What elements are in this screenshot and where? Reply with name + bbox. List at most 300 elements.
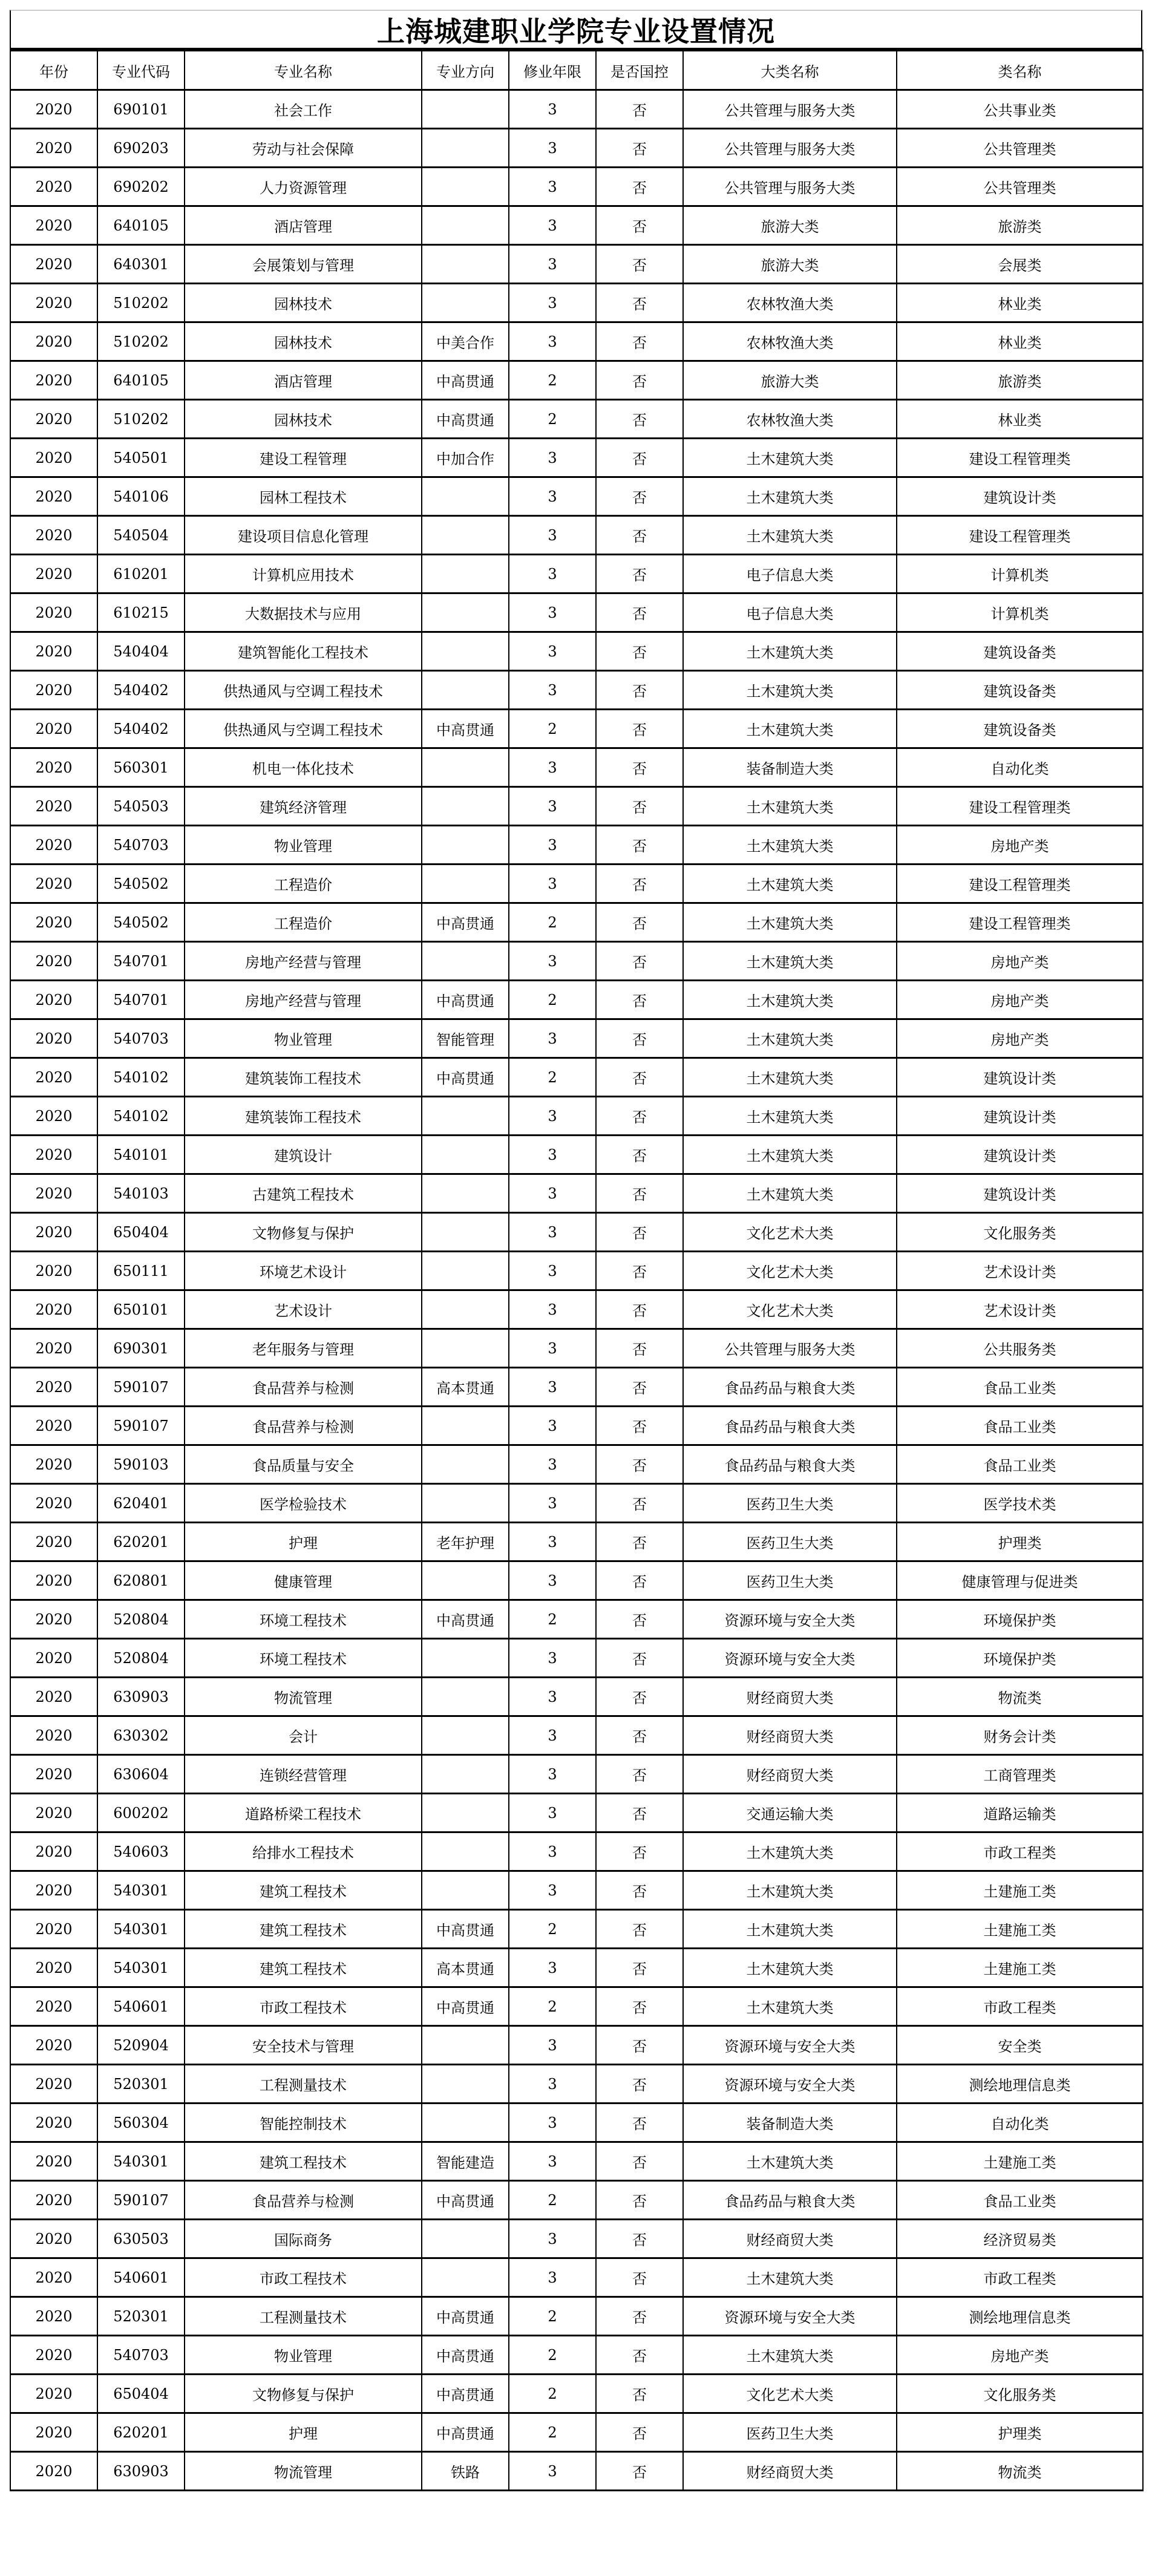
- cell-major-name: 园林技术: [185, 284, 422, 322]
- cell-major-direction: 智能建造: [422, 2142, 509, 2181]
- cell-category: 土木建筑大类: [683, 1949, 897, 1987]
- cell-major-name: 艺术设计: [185, 1290, 422, 1329]
- cell-category: 电子信息大类: [683, 555, 897, 593]
- cell-major-name: 建筑工程技术: [185, 1949, 422, 1987]
- table-row: [10, 1136, 1143, 1174]
- cell-category: 农林牧渔大类: [683, 322, 897, 361]
- cell-category: 医药卫生大类: [683, 2413, 897, 2452]
- table-row: [10, 1871, 1143, 1910]
- cell-major-direction: 中高贯通: [422, 2336, 509, 2375]
- cell-state-controlled: 否: [596, 1755, 683, 1794]
- cell-state-controlled: 否: [596, 284, 683, 322]
- cell-state-controlled: 否: [596, 1213, 683, 1252]
- cell-major-direction: [422, 1639, 509, 1678]
- cell-major-direction: [422, 2104, 509, 2142]
- cell-major-direction: [422, 206, 509, 245]
- cell-year: 2020: [10, 671, 97, 710]
- cell-major-name: 机电一体化技术: [185, 748, 422, 787]
- cell-subcategory: 安全类: [897, 2026, 1143, 2065]
- table-row: [10, 2336, 1143, 2375]
- cell-state-controlled: 否: [596, 2104, 683, 2142]
- cell-category: 旅游大类: [683, 245, 897, 284]
- cell-subcategory: 房地产类: [897, 2336, 1143, 2375]
- cell-major-name: 建筑装饰工程技术: [185, 1058, 422, 1097]
- table-row: [10, 1213, 1143, 1252]
- cell-year: 2020: [10, 903, 97, 942]
- cell-major-direction: [422, 1678, 509, 1716]
- cell-major-name: 计算机应用技术: [185, 555, 422, 593]
- cell-major-direction: [422, 90, 509, 129]
- table-row: [10, 1716, 1143, 1755]
- cell-major-direction: [422, 865, 509, 903]
- cell-subcategory: 土建施工类: [897, 2142, 1143, 2181]
- cell-major-code: 540404: [97, 632, 185, 671]
- cell-major-name: 酒店管理: [185, 206, 422, 245]
- cell-major-name: 物流管理: [185, 2452, 422, 2491]
- cell-major-direction: [422, 1097, 509, 1136]
- cell-year: 2020: [10, 2297, 97, 2336]
- table-row: [10, 1794, 1143, 1832]
- cell-major-direction: [422, 2220, 509, 2258]
- cell-major-code: 560301: [97, 748, 185, 787]
- table-row: [10, 2220, 1143, 2258]
- cell-major-name: 物流管理: [185, 1678, 422, 1716]
- cell-major-code: 540703: [97, 2336, 185, 2375]
- cell-year: 2020: [10, 555, 97, 593]
- cell-study-years: 2: [509, 2336, 596, 2375]
- cell-subcategory: 工商管理类: [897, 1755, 1143, 1794]
- cell-state-controlled: 否: [596, 1716, 683, 1755]
- cell-study-years: 3: [509, 2258, 596, 2297]
- cell-subcategory: 自动化类: [897, 2104, 1143, 2142]
- cell-subcategory: 建设工程管理类: [897, 865, 1143, 903]
- cell-study-years: 3: [509, 1484, 596, 1523]
- cell-year: 2020: [10, 129, 97, 168]
- cell-state-controlled: 否: [596, 787, 683, 826]
- cell-category: 食品药品与粮食大类: [683, 1368, 897, 1407]
- column-header-major-code: 专业代码: [97, 51, 185, 90]
- cell-year: 2020: [10, 90, 97, 129]
- cell-major-name: 环境艺术设计: [185, 1252, 422, 1290]
- cell-major-code: 520804: [97, 1639, 185, 1678]
- cell-subcategory: 测绘地理信息类: [897, 2297, 1143, 2336]
- cell-subcategory: 护理类: [897, 1523, 1143, 1561]
- cell-state-controlled: 否: [596, 1523, 683, 1561]
- cell-state-controlled: 否: [596, 2065, 683, 2104]
- cell-major-direction: [422, 555, 509, 593]
- cell-major-name: 建筑工程技术: [185, 1871, 422, 1910]
- table-row: [10, 2452, 1143, 2491]
- cell-major-code: 620201: [97, 2413, 185, 2452]
- cell-major-name: 市政工程技术: [185, 1987, 422, 2026]
- cell-major-code: 540503: [97, 787, 185, 826]
- cell-major-code: 520301: [97, 2297, 185, 2336]
- cell-year: 2020: [10, 2258, 97, 2297]
- cell-category: 公共管理与服务大类: [683, 1329, 897, 1368]
- cell-major-direction: 中高贯通: [422, 1058, 509, 1097]
- table-row: [10, 2375, 1143, 2413]
- table-row: [10, 322, 1143, 361]
- cell-study-years: 2: [509, 2181, 596, 2220]
- table-row: [10, 1561, 1143, 1600]
- cell-subcategory: 建筑设计类: [897, 477, 1143, 516]
- cell-year: 2020: [10, 1213, 97, 1252]
- cell-year: 2020: [10, 1600, 97, 1639]
- cell-major-code: 690101: [97, 90, 185, 129]
- cell-major-name: 建设项目信息化管理: [185, 516, 422, 555]
- table-row: [10, 245, 1143, 284]
- cell-major-direction: [422, 1445, 509, 1484]
- cell-study-years: 3: [509, 555, 596, 593]
- cell-major-code: 650404: [97, 2375, 185, 2413]
- cell-major-name: 园林技术: [185, 322, 422, 361]
- cell-year: 2020: [10, 2220, 97, 2258]
- cell-study-years: 2: [509, 2297, 596, 2336]
- cell-year: 2020: [10, 593, 97, 632]
- cell-major-direction: [422, 593, 509, 632]
- table-row: [10, 206, 1143, 245]
- cell-study-years: 3: [509, 593, 596, 632]
- cell-major-name: 建筑设计: [185, 1136, 422, 1174]
- cell-category: 土木建筑大类: [683, 671, 897, 710]
- cell-study-years: 2: [509, 981, 596, 1019]
- cell-major-name: 国际商务: [185, 2220, 422, 2258]
- cell-subcategory: 房地产类: [897, 1019, 1143, 1058]
- cell-major-code: 540301: [97, 1871, 185, 1910]
- cell-subcategory: 艺术设计类: [897, 1290, 1143, 1329]
- cell-major-name: 建筑工程技术: [185, 1910, 422, 1949]
- cell-major-name: 连锁经营管理: [185, 1755, 422, 1794]
- cell-state-controlled: 否: [596, 1561, 683, 1600]
- cell-subcategory: 建筑设备类: [897, 671, 1143, 710]
- cell-study-years: 3: [509, 2220, 596, 2258]
- cell-major-name: 社会工作: [185, 90, 422, 129]
- cell-category: 土木建筑大类: [683, 516, 897, 555]
- cell-major-direction: 中高贯通: [422, 400, 509, 439]
- cell-category: 资源环境与安全大类: [683, 2026, 897, 2065]
- cell-major-name: 大数据技术与应用: [185, 593, 422, 632]
- cell-major-code: 540103: [97, 1174, 185, 1213]
- cell-major-name: 供热通风与空调工程技术: [185, 671, 422, 710]
- cell-major-name: 会展策划与管理: [185, 245, 422, 284]
- cell-major-code: 640105: [97, 361, 185, 400]
- cell-major-direction: 中高贯通: [422, 2297, 509, 2336]
- cell-major-direction: [422, 1871, 509, 1910]
- cell-state-controlled: 否: [596, 1407, 683, 1445]
- cell-study-years: 2: [509, 1058, 596, 1097]
- cell-major-code: 540601: [97, 1987, 185, 2026]
- cell-year: 2020: [10, 1832, 97, 1871]
- cell-study-years: 3: [509, 671, 596, 710]
- cell-state-controlled: 否: [596, 439, 683, 477]
- cell-major-direction: 中高贯通: [422, 1600, 509, 1639]
- cell-study-years: 2: [509, 710, 596, 748]
- cell-year: 2020: [10, 981, 97, 1019]
- table-row: [10, 516, 1143, 555]
- cell-state-controlled: 否: [596, 1794, 683, 1832]
- cell-subcategory: 建筑设计类: [897, 1136, 1143, 1174]
- cell-category: 食品药品与粮食大类: [683, 1407, 897, 1445]
- cell-year: 2020: [10, 865, 97, 903]
- cell-category: 土木建筑大类: [683, 439, 897, 477]
- cell-study-years: 3: [509, 1445, 596, 1484]
- cell-year: 2020: [10, 477, 97, 516]
- cell-category: 旅游大类: [683, 206, 897, 245]
- cell-subcategory: 建筑设计类: [897, 1058, 1143, 1097]
- cell-category: 财经商贸大类: [683, 1755, 897, 1794]
- cell-major-direction: 老年护理: [422, 1523, 509, 1561]
- table-row: [10, 284, 1143, 322]
- cell-major-direction: [422, 1329, 509, 1368]
- cell-major-name: 建筑工程技术: [185, 2142, 422, 2181]
- cell-category: 医药卫生大类: [683, 1523, 897, 1561]
- table-row: [10, 2258, 1143, 2297]
- cell-major-code: 640105: [97, 206, 185, 245]
- cell-subcategory: 道路运输类: [897, 1794, 1143, 1832]
- cell-year: 2020: [10, 245, 97, 284]
- cell-study-years: 3: [509, 1136, 596, 1174]
- cell-major-name: 会计: [185, 1716, 422, 1755]
- cell-state-controlled: 否: [596, 632, 683, 671]
- cell-category: 交通运输大类: [683, 1794, 897, 1832]
- cell-major-code: 630903: [97, 2452, 185, 2491]
- cell-major-name: 建筑装饰工程技术: [185, 1097, 422, 1136]
- table-row: [10, 1019, 1143, 1058]
- cell-major-code: 610215: [97, 593, 185, 632]
- table-row: [10, 1910, 1143, 1949]
- cell-state-controlled: 否: [596, 1600, 683, 1639]
- cell-major-direction: 中高贯通: [422, 903, 509, 942]
- cell-state-controlled: 否: [596, 981, 683, 1019]
- table-row: [10, 2026, 1143, 2065]
- cell-year: 2020: [10, 1910, 97, 1949]
- cell-year: 2020: [10, 710, 97, 748]
- cell-subcategory: 计算机类: [897, 593, 1143, 632]
- cell-major-code: 520904: [97, 2026, 185, 2065]
- table-row: [10, 710, 1143, 748]
- table-row: [10, 2181, 1143, 2220]
- cell-year: 2020: [10, 1290, 97, 1329]
- cell-study-years: 3: [509, 632, 596, 671]
- cell-state-controlled: 否: [596, 322, 683, 361]
- cell-study-years: 3: [509, 1871, 596, 1910]
- cell-subcategory: 计算机类: [897, 555, 1143, 593]
- cell-year: 2020: [10, 1097, 97, 1136]
- cell-major-code: 630503: [97, 2220, 185, 2258]
- cell-category: 土木建筑大类: [683, 787, 897, 826]
- cell-state-controlled: 否: [596, 516, 683, 555]
- cell-major-name: 健康管理: [185, 1561, 422, 1600]
- cell-category: 土木建筑大类: [683, 1910, 897, 1949]
- cell-study-years: 3: [509, 2104, 596, 2142]
- cell-year: 2020: [10, 632, 97, 671]
- column-header-category: 大类名称: [683, 51, 897, 90]
- cell-study-years: 3: [509, 1407, 596, 1445]
- cell-study-years: 3: [509, 1329, 596, 1368]
- cell-subcategory: 房地产类: [897, 942, 1143, 981]
- cell-state-controlled: 否: [596, 2258, 683, 2297]
- cell-major-name: 道路桥梁工程技术: [185, 1794, 422, 1832]
- table-row: [10, 942, 1143, 981]
- column-header-study-years: 修业年限: [509, 51, 596, 90]
- cell-state-controlled: 否: [596, 2375, 683, 2413]
- cell-subcategory: 测绘地理信息类: [897, 2065, 1143, 2104]
- cell-state-controlled: 否: [596, 1639, 683, 1678]
- table-row: [10, 1639, 1143, 1678]
- cell-major-code: 510202: [97, 400, 185, 439]
- cell-major-direction: 中高贯通: [422, 1910, 509, 1949]
- cell-major-code: 540402: [97, 710, 185, 748]
- cell-state-controlled: 否: [596, 1678, 683, 1716]
- table-row: [10, 981, 1143, 1019]
- cell-category: 食品药品与粮食大类: [683, 1445, 897, 1484]
- cell-category: 财经商贸大类: [683, 1678, 897, 1716]
- table-row: [10, 477, 1143, 516]
- table-row: [10, 1523, 1143, 1561]
- cell-category: 资源环境与安全大类: [683, 2065, 897, 2104]
- cell-category: 文化艺术大类: [683, 1290, 897, 1329]
- cell-subcategory: 建筑设备类: [897, 632, 1143, 671]
- cell-study-years: 3: [509, 168, 596, 206]
- cell-subcategory: 建设工程管理类: [897, 439, 1143, 477]
- table-row: [10, 1484, 1143, 1523]
- cell-state-controlled: 否: [596, 865, 683, 903]
- cell-category: 装备制造大类: [683, 2104, 897, 2142]
- cell-year: 2020: [10, 1252, 97, 1290]
- cell-state-controlled: 否: [596, 477, 683, 516]
- cell-subcategory: 文化服务类: [897, 2375, 1143, 2413]
- cell-year: 2020: [10, 1561, 97, 1600]
- table-row: [10, 168, 1143, 206]
- cell-category: 公共管理与服务大类: [683, 129, 897, 168]
- cell-major-direction: [422, 748, 509, 787]
- cell-subcategory: 医学技术类: [897, 1484, 1143, 1523]
- cell-major-direction: [422, 477, 509, 516]
- cell-category: 旅游大类: [683, 361, 897, 400]
- cell-major-direction: [422, 671, 509, 710]
- cell-major-direction: 中加合作: [422, 439, 509, 477]
- table-row: [10, 826, 1143, 865]
- cell-subcategory: 会展类: [897, 245, 1143, 284]
- cell-study-years: 2: [509, 1600, 596, 1639]
- cell-study-years: 3: [509, 2026, 596, 2065]
- table-row: [10, 2065, 1143, 2104]
- cell-major-code: 630302: [97, 1716, 185, 1755]
- cell-category: 财经商贸大类: [683, 1716, 897, 1755]
- cell-study-years: 3: [509, 1290, 596, 1329]
- cell-study-years: 3: [509, 206, 596, 245]
- cell-study-years: 2: [509, 400, 596, 439]
- cell-major-direction: 智能管理: [422, 1019, 509, 1058]
- cell-category: 医药卫生大类: [683, 1484, 897, 1523]
- cell-state-controlled: 否: [596, 1832, 683, 1871]
- cell-category: 土木建筑大类: [683, 632, 897, 671]
- cell-study-years: 3: [509, 284, 596, 322]
- cell-major-name: 房地产经营与管理: [185, 981, 422, 1019]
- cell-state-controlled: 否: [596, 2452, 683, 2491]
- cell-major-name: 工程造价: [185, 903, 422, 942]
- table-row: [10, 903, 1143, 942]
- cell-major-code: 540703: [97, 826, 185, 865]
- cell-subcategory: 市政工程类: [897, 2258, 1143, 2297]
- cell-major-code: 540102: [97, 1097, 185, 1136]
- table-row: [10, 1987, 1143, 2026]
- cell-major-code: 610201: [97, 555, 185, 593]
- cell-major-direction: [422, 168, 509, 206]
- cell-category: 土木建筑大类: [683, 1832, 897, 1871]
- cell-major-code: 540502: [97, 865, 185, 903]
- cell-study-years: 3: [509, 1755, 596, 1794]
- table-row: [10, 90, 1143, 129]
- cell-subcategory: 自动化类: [897, 748, 1143, 787]
- cell-major-direction: [422, 1407, 509, 1445]
- cell-year: 2020: [10, 2026, 97, 2065]
- cell-major-name: 工程测量技术: [185, 2065, 422, 2104]
- table-row: [10, 865, 1143, 903]
- cell-major-direction: [422, 129, 509, 168]
- cell-state-controlled: 否: [596, 942, 683, 981]
- column-header-major-direction: 专业方向: [422, 51, 509, 90]
- cell-category: 土木建筑大类: [683, 981, 897, 1019]
- table-row: [10, 1329, 1143, 1368]
- table-row: [10, 1174, 1143, 1213]
- cell-category: 公共管理与服务大类: [683, 90, 897, 129]
- cell-state-controlled: 否: [596, 1058, 683, 1097]
- table-row: [10, 361, 1143, 400]
- cell-year: 2020: [10, 826, 97, 865]
- cell-major-name: 市政工程技术: [185, 2258, 422, 2297]
- cell-category: 土木建筑大类: [683, 710, 897, 748]
- cell-major-code: 650101: [97, 1290, 185, 1329]
- cell-category: 土木建筑大类: [683, 903, 897, 942]
- cell-subcategory: 旅游类: [897, 361, 1143, 400]
- cell-major-direction: 中高贯通: [422, 1987, 509, 2026]
- cell-category: 公共管理与服务大类: [683, 168, 897, 206]
- cell-category: 农林牧渔大类: [683, 284, 897, 322]
- cell-major-name: 物业管理: [185, 2336, 422, 2375]
- column-header-year: 年份: [10, 51, 97, 90]
- cell-major-code: 690203: [97, 129, 185, 168]
- cell-subcategory: 公共事业类: [897, 90, 1143, 129]
- cell-major-direction: [422, 1832, 509, 1871]
- table-row: [10, 400, 1143, 439]
- cell-major-direction: [422, 2026, 509, 2065]
- cell-major-direction: 高本贯通: [422, 1949, 509, 1987]
- table-row: [10, 1755, 1143, 1794]
- cell-major-name: 医学检验技术: [185, 1484, 422, 1523]
- cell-category: 土木建筑大类: [683, 1019, 897, 1058]
- cell-study-years: 3: [509, 322, 596, 361]
- cell-major-direction: [422, 516, 509, 555]
- cell-category: 土木建筑大类: [683, 1174, 897, 1213]
- cell-study-years: 3: [509, 1252, 596, 1290]
- cell-study-years: 3: [509, 439, 596, 477]
- cell-state-controlled: 否: [596, 2336, 683, 2375]
- cell-subcategory: 土建施工类: [897, 1910, 1143, 1949]
- cell-study-years: 3: [509, 1174, 596, 1213]
- cell-major-code: 540301: [97, 1949, 185, 1987]
- table-row: [10, 632, 1143, 671]
- cell-study-years: 2: [509, 1987, 596, 2026]
- cell-major-code: 630903: [97, 1678, 185, 1716]
- cell-category: 土木建筑大类: [683, 826, 897, 865]
- cell-state-controlled: 否: [596, 1174, 683, 1213]
- cell-subcategory: 房地产类: [897, 981, 1143, 1019]
- cell-subcategory: 食品工业类: [897, 1445, 1143, 1484]
- cell-state-controlled: 否: [596, 2026, 683, 2065]
- cell-year: 2020: [10, 1368, 97, 1407]
- cell-major-code: 620201: [97, 1523, 185, 1561]
